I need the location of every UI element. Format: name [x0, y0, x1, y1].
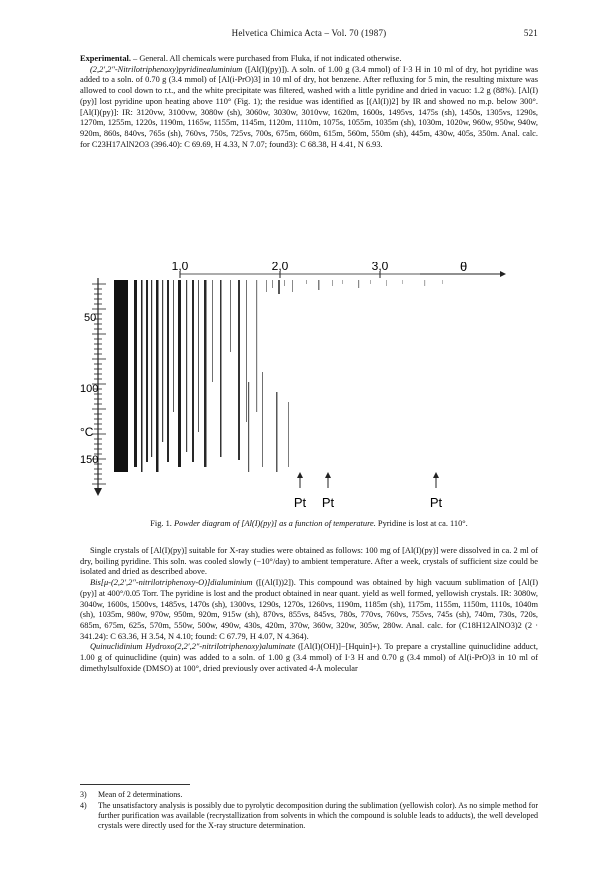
footnotes: [80, 790, 538, 832]
footnote-mark: 4): [80, 801, 87, 810]
y-tick-50: 50: [84, 312, 97, 324]
compound-title-3: Quinuclidinium Hydroxo(2,2′,2″-nitrilotriphenoxy)aluminate: [90, 642, 296, 652]
diffraction-line: [370, 280, 371, 284]
diffraction-line: [342, 280, 343, 284]
y-tick-100: 100: [80, 383, 99, 395]
diffraction-line: [114, 280, 128, 472]
pt-label-3: Pt: [429, 495, 443, 510]
body-section-2: [80, 546, 538, 674]
diffraction-line: [146, 280, 148, 462]
diffraction-line: [256, 280, 257, 412]
compound-body-2: ([(Al(I))2]). This compound was obtained by high vacuum sublimation of [Al(I)(py)] at 400°/0.05 Torr. The pyridine is lost and the product obtained in near quant. yield as well formed, yellowish crystals. IR: 3080w, 3040w, 1600s, 1500vs, 1485vs, 1470s (sh), 1300vs, 1290s, 1270s, 1260vs, 1190m, 1185m (sh), 1175m, 1155m, 1150m, 1110s, 1040m (sh), 1035m, 980w, 970w, 950m, 920m, 915w (sh), 870vs, 855vs, 845vs, 780s, 770vs, 760vs, 755vs, 745s (sh), 740m, 730s, 720s, 685m, 675m, 625s, 570m, 550w, 500w, 490w, 430s, 420m, 370w, 360w, 320w, 305w, 280w. Anal. calc. for (C18H12AlNO3)2 (2 · 341.24): C 63.36, H 3.54, N 4.10; found: C 67.79, H 4.07, N 4.364).: [80, 578, 538, 641]
diffraction-line: [284, 280, 285, 286]
pt-markers: [297, 472, 439, 488]
caption-prefix: Fig. 1.: [150, 519, 172, 528]
diffraction-pattern: [114, 280, 443, 472]
temperature-axis-arrow-icon: [94, 488, 102, 496]
diffraction-line: [238, 280, 240, 460]
diffraction-line: [442, 280, 443, 284]
experimental-section: [80, 54, 538, 150]
running-header: [80, 28, 538, 42]
diffraction-line: [198, 280, 199, 432]
diffraction-line: [151, 280, 152, 457]
diffraction-line: [167, 280, 169, 462]
journal-title: Helvetica Chimica Acta – Vol. 70 (1987): [231, 28, 387, 38]
diffraction-line: [262, 372, 263, 467]
footnote-4: [80, 801, 538, 831]
compound-title-1: (2,2′,2″-Nitrilotriphenoxy)pyridinealuminium: [90, 64, 243, 74]
diffraction-line: [318, 280, 320, 290]
footnote-mark: 3): [80, 790, 87, 799]
pt-label-2: Pt: [321, 495, 335, 510]
diffraction-line: [402, 280, 403, 284]
footnote-3: [80, 790, 538, 800]
general-paragraph: [80, 54, 538, 65]
compound-paragraph-1: [80, 65, 538, 151]
diffraction-line: [288, 402, 289, 467]
footnote-text: Mean of 2 determinations.: [98, 790, 183, 799]
diffraction-line: [134, 280, 137, 467]
figure-caption: [80, 519, 538, 530]
diffraction-line: [162, 280, 163, 442]
diffraction-line: [266, 280, 267, 292]
pt-arrow-icon: [325, 472, 331, 478]
general-text: – General. All chemicals were purchased from Fluka, if not indicated otherwise.: [133, 54, 402, 63]
theta-arrow-icon: [500, 271, 506, 277]
top-tick-1: 1,0: [171, 262, 189, 273]
diffraction-line: [278, 280, 280, 294]
page-number: 521: [523, 28, 538, 38]
diffraction-line: [292, 280, 293, 292]
diffraction-line: [248, 382, 249, 472]
crystal-paragraph: Single crystals of [Al(I)(py)] suitable for X-ray studies were obtained as follows: 100 mg of [Al(I)(py)] were dissolved in ca. 2 ml of dry, boiling pyridine. This soln. was cooled slowly (−10°/day) to ambient temperature. After a week, crystals of sufficient size could be isolated and dried as described above.: [80, 546, 538, 577]
diffraction-line: [246, 280, 247, 422]
top-tick-2: 2,0: [271, 262, 289, 273]
diffraction-line: [306, 280, 307, 284]
diffraction-line: [386, 280, 387, 286]
compound-body-1: ([Al(I)(py)]). A soln. of 1.00 g (3.4 mmol) of I·3 H in 10 ml of dry, hot pyridine was added to a soln. of 0.70 g (3.4 mmol) of [Al(i-PrO)3] in 10 ml of dry, hot benzene. After refluxing for 5 min, the resulting mixture was allowed to cool down to r.t., and the white precipitate was filtered, washed with a little pyridine and dried in vacuo: 1.2 g (88%). [Al(I)(py)] lost pyridine upon heating above 110° (Fig. 1); the residue was identified as [(Al(I))2] by IR and showed no m.p. below 300°. [Al(I)(py)]: IR: 3120vw, 3100vw, 3080w (sh), 3060w, 3030w, 3010vw, 1620m, 1600s, 1495vs, 1475s (sh), 1450s, 1305vs, 1290s, 1270m, 1255m, 1220s, 1190m, 1165w, 1155m, 1145m, 1120m, 1110m, 1075s, 1055m, 1035m (sh), 1030m, 1020w, 960w, 950w, 940w, 920m, 860s, 840vs, 765s (sh), 760vs, 750s, 725vs, 700s, 675m, 660m, 615m, 560m, 550m (sh), 445m, 430w, 405s, 350m. Anal. calc. for C23H17AlN2O3 (396.40): C 69.69, H 4.33, N 7.07; found3): C 68.38, H 4.41, N 6.93.: [80, 64, 538, 149]
top-tick-3: 3,0: [371, 262, 389, 273]
compound-title-2: Bis[μ-(2,2′,2″-nitrilotriphenoxy-O)]dialuminium: [90, 578, 253, 588]
caption-title: Powder diagram of [Al(I)(py)] as a function of temperature.: [174, 519, 376, 528]
pt-label-1: Pt: [293, 495, 307, 510]
caption-suffix: Pyridine is lost at ca. 110°.: [375, 519, 468, 528]
experimental-heading: Experimental.: [80, 54, 131, 63]
diffraction-line: [186, 280, 187, 452]
pt-arrow-icon: [297, 472, 303, 478]
temperature-unit: °C: [80, 425, 94, 439]
powder-diagram-figure: [80, 262, 540, 514]
footnote-rule: [80, 784, 190, 785]
footnote-text: The unsatisfactory analysis is possibly due to pyrolytic decomposition during the sublimation (yellowish color). As no simple method for further purification was available (recrystallization from solvents in which the compound is soluble leads to adducts), the well developed crystals were directly used for the X-ray structure determination.: [98, 801, 538, 830]
y-tick-150: 150: [80, 454, 99, 466]
compound-paragraph-2: [80, 578, 538, 642]
diffraction-line: [272, 280, 273, 288]
diffraction-line: [178, 280, 181, 467]
diffraction-line: [276, 392, 278, 472]
pt-arrow-icon: [433, 472, 439, 478]
diffraction-line: [156, 280, 159, 472]
theta-label: θ: [460, 262, 468, 274]
diffraction-line: [173, 280, 174, 412]
diffraction-line: [424, 280, 425, 286]
diffraction-line: [204, 280, 207, 467]
diffraction-line: [220, 280, 222, 457]
compound-paragraph-3: [80, 642, 538, 674]
diffraction-line: [141, 280, 143, 472]
compound-body-3: ([Al(I)(OH)]−[Hquin]+). To prepare a crystalline quinuclidine adduct, 1.00 g of quinuclidine (quin) was added to a soln. of 1.00 g (3.4 mmol) of I·3 H and 0.70 g (3.4 mmol) of Al(i-PrO)3 in 10 ml of dimethylsulfoxide (DMSO) at 100°, dried previously over activated 4-Å molecular: [80, 642, 538, 673]
diffraction-line: [212, 280, 213, 382]
diffraction-line: [332, 280, 333, 286]
diffraction-line: [230, 280, 231, 352]
diffraction-line: [192, 280, 194, 462]
diffraction-line: [358, 280, 359, 288]
